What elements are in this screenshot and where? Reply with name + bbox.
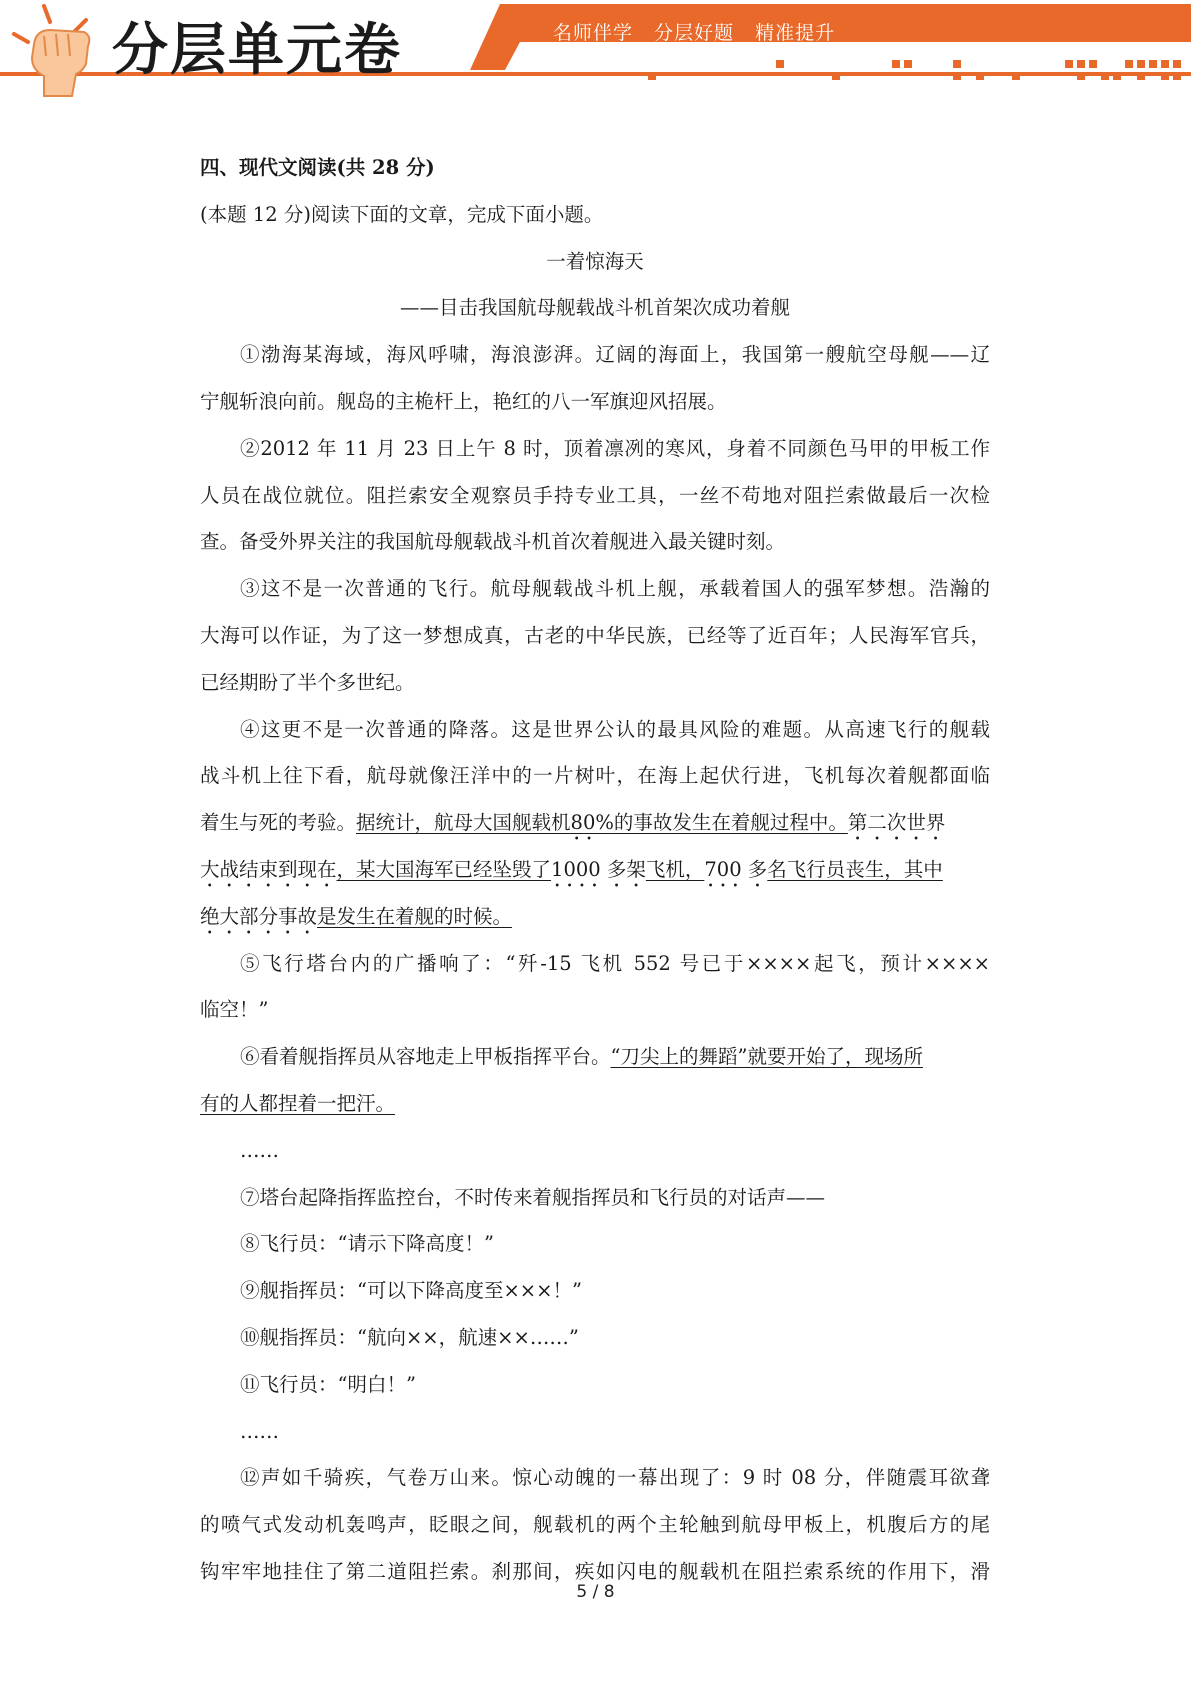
paragraph-3-line-1: ③这不是一次普通的飞行。航母舰载战斗机上舰，承载着国人的强军梦想。浩瀚的 xyxy=(240,577,990,601)
paragraph-3-line-3: 已经期盼了半个多世纪。 xyxy=(200,670,415,694)
page-header xyxy=(0,0,1191,110)
p4-l5-underline: 是发生在着舰的时候。 xyxy=(317,904,513,928)
p6-l1-text: ⑥看着舰指挥员从容地走上甲板指挥平台。 xyxy=(240,1045,611,1069)
article-body xyxy=(200,145,990,1596)
paragraph-12-line-3: 钩牢牢地挂住了第二道阻拦索。刹那间，疾如闪电的舰载机在阻拦索系统的作用下，滑 xyxy=(200,1559,990,1583)
p6-l2-underline: 有的人都捏着一把汗。 xyxy=(200,1091,396,1115)
p4-l3-underline-2: 的事故发生在着舰过程中。 xyxy=(613,811,848,835)
paragraph-4-line-2: 战斗机上往下看，航母就像汪洋中的一片树叶，在海上起伏行进，飞机每次着舰都面临 xyxy=(200,764,990,788)
p4-l4-dotted-2: 1000 多架 xyxy=(551,857,646,881)
paragraph-4-line-3 xyxy=(200,800,990,847)
paragraph-5-line-2: 临空！” xyxy=(200,998,269,1022)
p4-l5-dotted: 绝大部分事故 xyxy=(200,904,318,928)
article-subtitle: ——目击我国航母舰载战斗机首架次成功着舰 xyxy=(399,296,790,320)
ellipsis-2: …… xyxy=(240,1419,279,1443)
p4-l4-underline-3: 名飞行员丧生，其中 xyxy=(767,857,943,881)
p4-l4-dotted-3: 700 多 xyxy=(704,857,768,881)
paragraph-10: ⑩舰指挥员：“航向××，航速××……” xyxy=(240,1325,579,1349)
p4-l4-dotted-1: 大战结束到现在 xyxy=(200,857,337,881)
paragraph-1-line-2: 宁舰斩浪向前。舰岛的主桅杆上，艳红的八一军旗迎风招展。 xyxy=(200,389,727,413)
paragraph-2-line-1: ②2012 年 11 月 23 日上午 8 时，顶着凛冽的寒风，身着不同颜色马甲的甲板工作 xyxy=(240,436,990,460)
fist-icon xyxy=(14,6,89,96)
paragraph-6-line-1 xyxy=(200,1034,990,1081)
paragraph-7: ⑦塔台起降指挥监控台，不时传来着舰指挥员和飞行员的对话声—— xyxy=(240,1185,826,1209)
p4-l3-dotted-text: 第二次世界 xyxy=(847,811,946,835)
paragraph-11: ⑪飞行员：“明白！” xyxy=(240,1372,416,1396)
article-title: 一着惊海天 xyxy=(546,249,644,273)
p4-l3-text: 着生与死的考验。 xyxy=(200,811,357,835)
paragraph-12-line-1: ⑫声如千骑疾，气卷万山来。惊心动魄的一幕出现了：9 时 08 分，伴随震耳欲聋 xyxy=(240,1466,990,1490)
p4-l3-underline-1: 据统计，航母大国舰载机 xyxy=(356,811,571,835)
header-slogan: 名师伴学 分层好题 精准提升 xyxy=(553,22,836,44)
section-title: 四、现代文阅读(共 28 分) xyxy=(200,156,435,179)
p4-l4-underline-1: ，某大国海军已经坠毁了 xyxy=(336,857,552,881)
question-instruction: (本题 12 分)阅读下面的文章，完成下面小题。 xyxy=(200,202,604,226)
ellipsis-1: …… xyxy=(240,1138,279,1162)
paragraph-6-line-2 xyxy=(200,1081,990,1128)
paragraph-4-line-5 xyxy=(200,894,990,941)
paragraph-4-line-1: ④这更不是一次普通的降落。这是世界公认的最具风险的难题。从高速飞行的舰载 xyxy=(240,717,990,741)
p4-l3-dotted-number: 80% xyxy=(570,811,614,835)
paragraph-1-line-1: ①渤海某海域，海风呼啸，海浪澎湃。辽阔的海面上，我国第一艘航空母舰——辽 xyxy=(240,343,990,367)
paragraph-5-line-1: ⑤飞行塔台内的广播响了：“歼-15 飞机 552 号已于××××起飞，预计×××× xyxy=(240,951,990,975)
paragraph-12-line-2: 的喷气式发动机轰鸣声，眨眼之间，舰载机的两个主轮触到航母甲板上，机腹后方的尾 xyxy=(200,1513,990,1537)
paragraph-2-line-3: 查。备受外界关注的我国航母舰载战斗机首次着舰进入最关键时刻。 xyxy=(200,530,786,554)
paragraph-2-line-2: 人员在战位就位。阻拦索安全观察员手持专业工具，一丝不苟地对阻拦索做最后一次检 xyxy=(200,483,990,507)
paragraph-3-line-2: 大海可以作证，为了这一梦想成真，古老的中华民族，已经等了近百年；人民海军官兵， xyxy=(200,623,990,647)
p4-l4-underline-2: 飞机， xyxy=(645,857,705,881)
brand-title: 分层单元卷 xyxy=(112,18,402,83)
paragraph-4-line-4 xyxy=(200,847,990,894)
pixel-pattern xyxy=(648,60,1181,80)
p6-l1-underline: “刀尖上的舞蹈”就要开始了，现场所 xyxy=(610,1045,923,1069)
page-number: 5 / 8 xyxy=(576,1582,615,1602)
paragraph-9: ⑨舰指挥员：“可以下降高度至×××！” xyxy=(240,1279,582,1303)
paragraph-8: ⑧飞行员：“请示下降高度！” xyxy=(240,1232,494,1256)
